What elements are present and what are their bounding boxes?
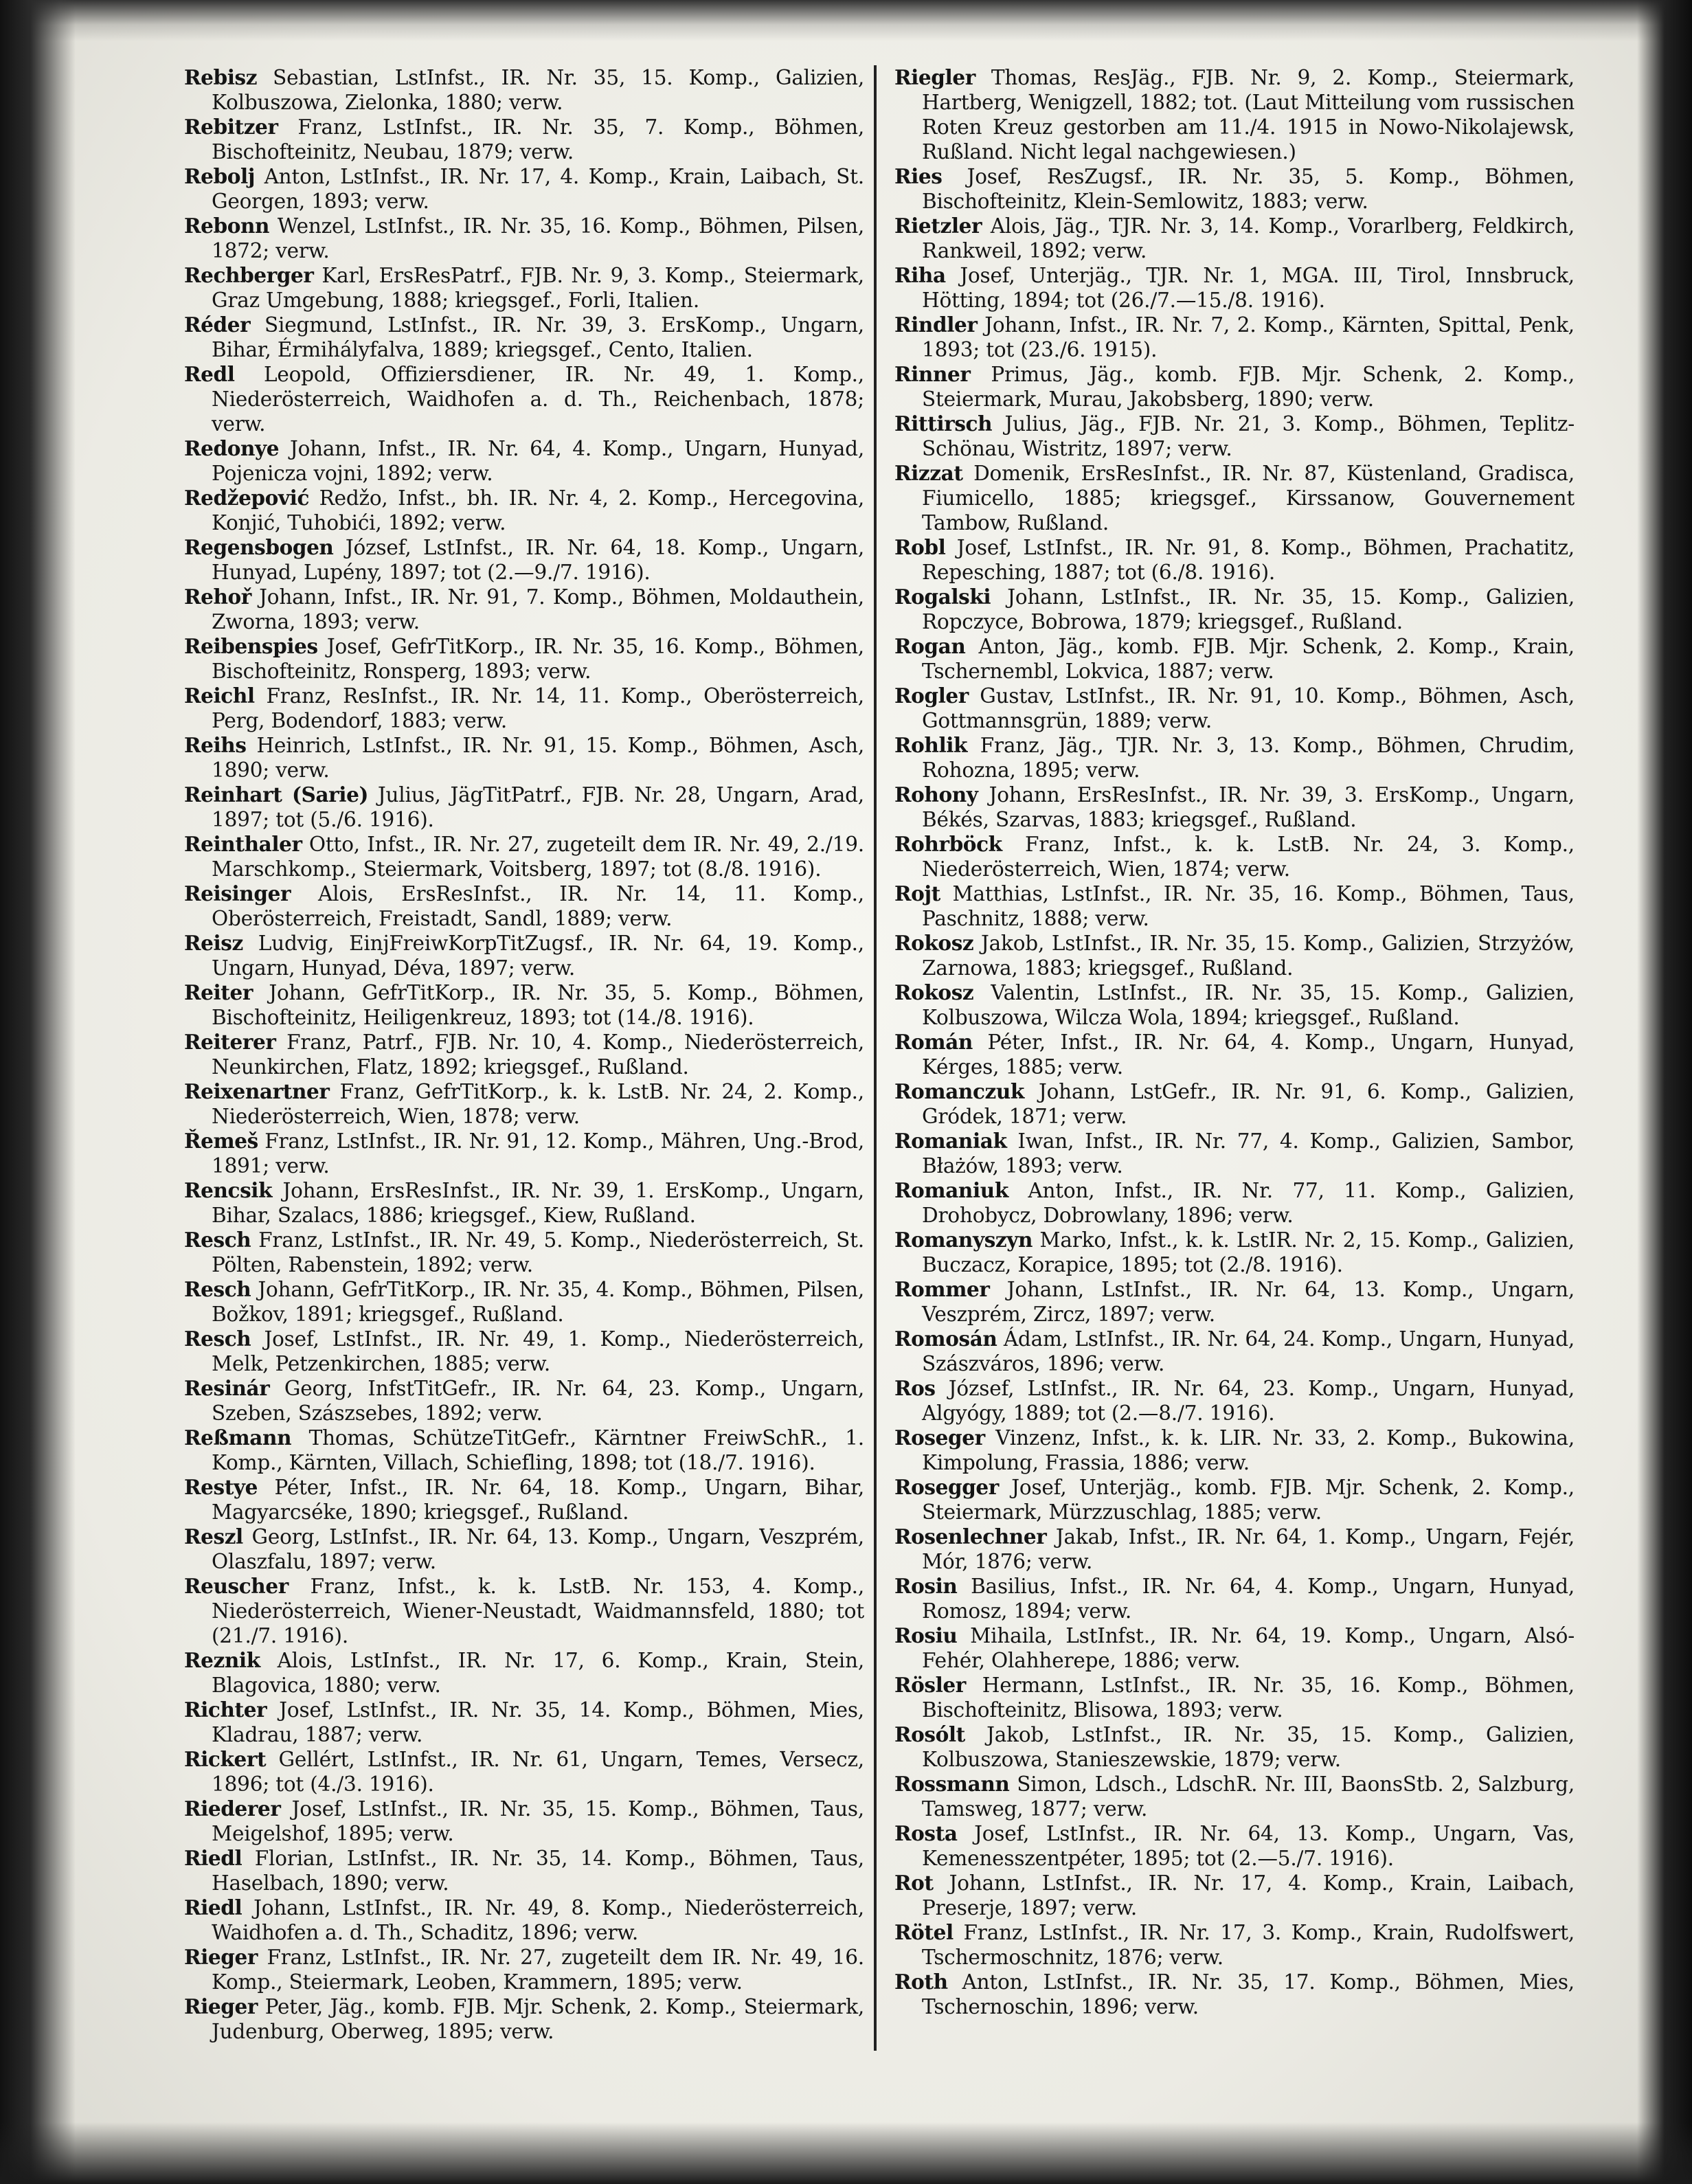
entry-surname: Rechberger (184, 263, 314, 287)
entry-surname: Rommer (894, 1277, 990, 1301)
entry-surname: Rojt (894, 881, 940, 905)
entry-surname: Reznik (184, 1648, 260, 1672)
entry-surname: Rossmann (894, 1772, 1010, 1796)
entry-details: Thomas, SchützeTitGefr., Kärntner FreiwSchR., 1. Komp., Kärnten, Villach, Schiefling, 1898; tot (18./7. 1916). (212, 1426, 864, 1474)
entry-surname: Řemeš (184, 1129, 258, 1153)
list-entry (184, 115, 864, 164)
list-entry (184, 1797, 864, 1846)
entry-surname: Reiterer (184, 1030, 276, 1054)
list-entry (184, 1030, 864, 1079)
list-entry (894, 684, 1575, 733)
list-entry (894, 980, 1575, 1030)
entry-details: Thomas, ResJäg., FJB. Nr. 9, 2. Komp., Steiermark, Hartberg, Wenigzell, 1882; tot. (Laut Mitteilung vom russischen Roten Kreuz gestorben am 11./4. 1915 in Nowo-Nikolajewsk, Rußland. Nicht legal nachgewiesen.) (922, 66, 1575, 164)
list-entry (184, 634, 864, 684)
list-entry (184, 1895, 864, 1945)
list-entry (894, 362, 1575, 412)
list-entry (184, 1524, 864, 1574)
list-entry (184, 931, 864, 980)
list-entry (894, 1821, 1575, 1871)
entry-details: Franz, Jäg., TJR. Nr. 3, 13. Komp., Böhmen, Chrudim, Rohozna, 1895; verw. (922, 734, 1575, 782)
list-entry (184, 1327, 864, 1376)
entry-details: Jakob, LstInfst., IR. Nr. 35, 15. Komp., Galizien, Strzyżów, Zarnowa, 1883; kriegsgef., Rußland. (922, 932, 1575, 980)
entry-details: Redžo, Infst., bh. IR. Nr. 4, 2. Komp., Hercegovina, Konjić, Tuhobići, 1892; verw. (212, 486, 864, 534)
list-entry (894, 832, 1575, 881)
entry-surname: Rebonn (184, 214, 270, 238)
list-entry (184, 1945, 864, 1994)
entry-surname: Redžepović (184, 486, 310, 510)
entry-details: Jakab, Infst., IR. Nr. 64, 1. Komp., Ungarn, Fejér, Mór, 1876; verw. (922, 1525, 1575, 1573)
entry-details: Péter, Infst., IR. Nr. 64, 18. Komp., Ungarn, Bihar, Magyarcséke, 1890; kriegsgef., Rußland. (212, 1476, 864, 1524)
entry-details: Basilius, Infst., IR. Nr. 64, 4. Komp., Ungarn, Hunyad, Romosz, 1894; verw. (922, 1575, 1575, 1623)
entry-details: Josef, LstInfst., IR. Nr. 64, 13. Komp., Ungarn, Vas, Kemenesszentpéter, 1895; tot (2.—5./7. 1916). (922, 1822, 1575, 1870)
entry-details: Primus, Jäg., komb. FJB. Mjr. Schenk, 2. Komp., Steiermark, Murau, Jakobsberg, 1890; verw. (922, 363, 1575, 411)
list-entry (894, 1970, 1575, 2019)
entry-surname: Réder (184, 313, 251, 337)
list-entry (894, 585, 1575, 634)
entry-details: Franz, Patrf., FJB. Nr. 10, 4. Komp., Niederösterreich, Neunkirchen, Flatz, 1892; kriegsgef., Rußland. (212, 1031, 864, 1079)
list-entry (184, 1376, 864, 1426)
list-entry (184, 1178, 864, 1228)
list-entry (184, 1426, 864, 1475)
list-entry (184, 1574, 864, 1648)
entry-details: Johann, ErsResInfst., IR. Nr. 39, 3. ErsKomp., Ungarn, Békés, Szarvas, 1883; kriegsgef., Rußland. (922, 783, 1575, 831)
entry-surname: Rosólt (894, 1722, 965, 1746)
list-entry (894, 1673, 1575, 1722)
entry-surname: Rebitzer (184, 115, 278, 139)
list-entry (894, 881, 1575, 931)
list-entry (894, 1524, 1575, 1574)
entry-details: Anton, Infst., IR. Nr. 77, 11. Komp., Galizien, Drohobycz, Dobrowlany, 1896; verw. (922, 1179, 1575, 1227)
entry-surname: Romanyszyn (894, 1228, 1033, 1252)
entry-details: Matthias, LstInfst., IR. Nr. 35, 16. Komp., Böhmen, Taus, Paschnitz, 1888; verw. (922, 882, 1575, 930)
list-entry (894, 263, 1575, 313)
list-entry (894, 1871, 1575, 1920)
list-entry (184, 1277, 864, 1327)
entry-surname: Redonye (184, 436, 280, 460)
entry-details: Johann, GefrTitKorp., IR. Nr. 35, 5. Komp., Böhmen, Bischofteinitz, Heiligenkreuz, 1893; tot (14./8. 1916). (212, 981, 864, 1029)
list-entry (184, 1079, 864, 1129)
list-entry (184, 1475, 864, 1524)
scan-shadow-left (0, 0, 76, 2184)
list-entry (894, 1030, 1575, 1079)
list-entry (184, 164, 864, 214)
entry-details: Peter, Jäg., komb. FJB. Mjr. Schenk, 2. Komp., Steiermark, Judenburg, Oberweg, 1895; verw. (212, 1995, 865, 2043)
entry-surname: Rohlik (894, 733, 968, 757)
entry-details: Anton, Jäg., komb. FJB. Mjr. Schenk, 2. Komp., Krain, Tschernembl, Lokvica, 1887; verw. (922, 635, 1575, 683)
entry-details: Josef, Unterjäg., komb. FJB. Mjr. Schenk, 2. Komp., Steiermark, Mürzzuschlag, 1885; verw. (922, 1476, 1575, 1524)
entry-details: Johann, Infst., IR. Nr. 64, 4. Komp., Ungarn, Hunyad, Pojenicza vojni, 1892; verw. (212, 437, 864, 485)
entry-details: Péter, Infst., IR. Nr. 64, 4. Komp., Ungarn, Hunyad, Kérges, 1885; verw. (922, 1031, 1575, 1079)
list-entry (184, 65, 864, 115)
entry-details: Heinrich, LstInfst., IR. Nr. 91, 15. Komp., Böhmen, Asch, 1890; verw. (212, 734, 864, 782)
entry-details: Karl, ErsResPatrf., FJB. Nr. 9, 3. Komp., Steiermark, Graz Umgebung, 1888; kriegsgef., Forli, Italien. (212, 264, 864, 312)
list-entry (184, 1648, 864, 1698)
entry-surname: Rohrböck (894, 832, 1002, 856)
entry-details: Franz, GefrTitKorp., k. k. LstB. Nr. 24, 2. Komp., Niederösterreich, Wien, 1878; verw. (212, 1080, 864, 1128)
entry-details: Otto, Infst., IR. Nr. 27, zugeteilt dem IR. Nr. 49, 2./19. Marschkomp., Steiermark, Voitsberg, 1897; tot (8./8. 1916). (212, 833, 864, 881)
list-entry (184, 684, 864, 733)
entry-details: Johann, Infst., IR. Nr. 91, 7. Komp., Böhmen, Moldauthein, Zworna, 1893; verw. (212, 585, 864, 633)
entry-details: József, LstInfst., IR. Nr. 64, 18. Komp., Ungarn, Hunyad, Lupény, 1897; tot (2.—9./7. 1916). (212, 536, 864, 584)
list-entry (894, 1178, 1575, 1228)
entry-surname: Rötel (894, 1920, 954, 1944)
entry-details: Anton, LstInfst., IR. Nr. 17, 4. Komp., Krain, Laibach, St. Georgen, 1893; verw. (212, 165, 864, 213)
list-entry (184, 1228, 864, 1277)
entry-details: Franz, LstInfst., IR. Nr. 27, zugeteilt dem IR. Nr. 49, 16. Komp., Steiermark, Leoben, Krammern, 1895; verw. (212, 1946, 864, 1994)
entry-details: Alois, ErsResInfst., IR. Nr. 14, 11. Komp., Oberösterreich, Freistadt, Sandl, 1889; verw. (212, 882, 864, 930)
entry-surname: Román (894, 1030, 973, 1054)
entry-surname: Roseger (894, 1426, 985, 1450)
entry-details: Franz, LstInfst., IR. Nr. 49, 5. Komp., Niederösterreich, St. Pölten, Rabenstein, 1892; verw. (212, 1228, 864, 1276)
list-entry (184, 832, 864, 881)
list-entry (894, 65, 1575, 164)
entry-details: Julius, Jäg., FJB. Nr. 21, 3. Komp., Böhmen, Teplitz-Schönau, Wistritz, 1897; verw. (922, 412, 1575, 460)
entry-surname: Rosenlechner (894, 1524, 1047, 1549)
list-entry (184, 1994, 864, 2044)
entry-surname: Reinthaler (184, 832, 302, 856)
list-entry (894, 1327, 1575, 1376)
entry-surname: Richter (184, 1698, 267, 1722)
entry-surname: Riedl (184, 1846, 242, 1870)
entry-surname: Resinár (184, 1376, 270, 1400)
entry-surname: Reisz (184, 931, 243, 955)
entry-surname: Regensbogen (184, 535, 334, 559)
entry-details: Wenzel, LstInfst., IR. Nr. 35, 16. Komp., Böhmen, Pilsen, 1872; verw. (212, 214, 864, 262)
list-entry (184, 1129, 864, 1178)
list-entry (894, 1129, 1575, 1178)
entry-details: Anton, LstInfst., IR. Nr. 35, 17. Komp., Böhmen, Mies, Tschernoschin, 1896; verw. (922, 1970, 1575, 2018)
entry-surname: Reibenspies (184, 634, 318, 658)
entry-details: Sebastian, LstInfst., IR. Nr. 35, 15. Komp., Galizien, Kolbuszowa, Zielonka, 1880; verw. (212, 66, 864, 114)
entry-surname: Rohony (894, 783, 978, 807)
entry-surname: Rokosz (894, 980, 974, 1004)
entry-details: Florian, LstInfst., IR. Nr. 35, 14. Komp., Böhmen, Taus, Haselbach, 1890; verw. (212, 1847, 864, 1895)
entry-surname: Rebisz (184, 65, 258, 89)
entry-surname: Rittirsch (894, 412, 993, 436)
entry-surname: Rogalski (894, 585, 991, 609)
list-entry (894, 634, 1575, 684)
entry-details: Franz, LstInfst., IR. Nr. 91, 12. Komp., Mähren, Ung.-Brod, 1891; verw. (212, 1129, 865, 1178)
entry-surname: Ries (894, 164, 943, 188)
entry-surname: Resch (184, 1228, 251, 1252)
entry-surname: Romosán (894, 1327, 997, 1351)
entry-details: Johann, LstInfst., IR. Nr. 64, 13. Komp., Ungarn, Veszprém, Zircz, 1897; verw. (922, 1278, 1575, 1326)
list-entry (894, 1426, 1575, 1475)
list-entry (184, 486, 864, 535)
entry-details: Domenik, ErsResInfst., IR. Nr. 87, Küstenland, Gradisca, Fiumicello, 1885; kriegsgef., Kirssanow, Gouvernement Tambow, Rußland. (922, 462, 1575, 534)
list-entry (184, 1747, 864, 1797)
list-entry (894, 733, 1575, 783)
entry-surname: Ros (894, 1376, 936, 1400)
entry-surname: Resch (184, 1277, 251, 1301)
entry-surname: Robl (894, 535, 946, 559)
entry-details: Hermann, LstInfst., IR. Nr. 35, 16. Komp., Böhmen, Bischofteinitz, Blisowa, 1893; verw. (922, 1674, 1575, 1722)
entry-details: Josef, LstInfst., IR. Nr. 35, 15. Komp., Böhmen, Taus, Meigelshof, 1895; verw. (212, 1797, 864, 1845)
entry-details: Josef, Unterjäg., TJR. Nr. 1, MGA. III, Tirol, Innsbruck, Hötting, 1894; tot (26./7.—15./8. 1916). (922, 264, 1575, 312)
entry-surname: Rencsik (184, 1178, 273, 1202)
entry-surname: Rogan (894, 634, 966, 658)
entry-surname: Riha (894, 263, 946, 287)
entry-details: Jakob, LstInfst., IR. Nr. 35, 15. Komp., Galizien, Kolbuszowa, Stanieszewskie, 1879; verw. (922, 1723, 1575, 1771)
entry-surname: Rosta (894, 1821, 958, 1845)
entry-surname: Roth (894, 1970, 948, 1994)
list-entry (184, 535, 864, 585)
entry-surname: Reinhart (Sarie) (184, 783, 369, 807)
list-entry (894, 313, 1575, 362)
list-entry (894, 1574, 1575, 1623)
entry-details: Alois, LstInfst., IR. Nr. 17, 6. Komp., Krain, Stein, Blagovica, 1880; verw. (212, 1649, 864, 1697)
list-entry (184, 585, 864, 634)
entry-surname: Restye (184, 1475, 258, 1499)
entry-details: Josef, LstInfst., IR. Nr. 91, 8. Komp., Böhmen, Prachatitz, Repesching, 1887; tot (6./8. 1916). (922, 536, 1575, 584)
entry-surname: Reisinger (184, 881, 291, 905)
list-entry (894, 1772, 1575, 1821)
scan-shadow-top (0, 0, 1692, 41)
entry-details: Vinzenz, Infst., k. k. LIR. Nr. 33, 2. Komp., Bukowina, Kimpolung, Frassia, 1886; verw. (922, 1426, 1575, 1474)
entry-details: Iwan, Infst., IR. Nr. 77, 4. Komp., Galizien, Sambor, Błażów, 1893; verw. (922, 1129, 1575, 1178)
entry-details: Franz, ResInfst., IR. Nr. 14, 11. Komp., Oberösterreich, Perg, Bodendorf, 1883; verw. (212, 684, 864, 732)
entry-details: Mihaila, LstInfst., IR. Nr. 64, 19. Komp., Ungarn, Alsó-Fehér, Olahherepe, 1886; verw. (922, 1624, 1575, 1672)
entry-surname: Rieger (184, 1945, 258, 1969)
entry-details: Ádam, LstInfst., IR. Nr. 64, 24. Komp., Ungarn, Hunyad, Szászváros, 1896; verw. (922, 1327, 1575, 1375)
entry-details: Johann, Infst., IR. Nr. 7, 2. Komp., Kärnten, Spittal, Penk, 1893; tot (23./6. 1915). (922, 313, 1575, 361)
entry-surname: Romanczuk (894, 1079, 1024, 1103)
entry-details: Alois, Jäg., TJR. Nr. 3, 14. Komp., Vorarlberg, Feldkirch, Rankweil, 1892; verw. (922, 214, 1575, 262)
entry-surname: Rinner (894, 362, 971, 386)
list-entry (184, 980, 864, 1030)
list-entry (894, 461, 1575, 535)
column-divider (874, 65, 877, 2051)
entry-surname: Rehoř (184, 585, 251, 609)
entry-details: Julius, JägTitPatrf., FJB. Nr. 28, Ungarn, Arad, 1897; tot (5./6. 1916). (212, 783, 864, 831)
entry-surname: Rieger (184, 1994, 258, 2018)
entry-details: Josef, GefrTitKorp., IR. Nr. 35, 16. Komp., Böhmen, Bischofteinitz, Ronsperg, 1893; verw. (212, 635, 864, 683)
right-column (894, 65, 1575, 2019)
entry-details: Franz, Infst., k. k. LstB. Nr. 24, 3. Komp., Niederösterreich, Wien, 1874; verw. (922, 833, 1575, 881)
entry-surname: Reßmann (184, 1426, 292, 1450)
list-entry (184, 362, 864, 436)
list-entry (894, 535, 1575, 585)
entry-details: Franz, Infst., k. k. LstB. Nr. 153, 4. Komp., Niederösterreich, Wiener-Neustadt, Waidmannsfeld, 1880; tot (21./7. 1916). (212, 1575, 864, 1647)
entry-details: Josef, ResZugsf., IR. Nr. 35, 5. Komp., Böhmen, Bischofteinitz, Klein-Semlowitz, 1883; verw. (922, 165, 1575, 213)
entry-details: Franz, LstInfst., IR. Nr. 35, 7. Komp., Böhmen, Bischofteinitz, Neubau, 1879; verw. (212, 115, 864, 164)
list-entry (184, 313, 864, 362)
list-entry (894, 783, 1575, 832)
entry-details: Leopold, Offiziersdiener, IR. Nr. 49, 1. Komp., Niederösterreich, Waidhofen a. d. Th., Reichenbach, 1878; verw. (212, 363, 864, 436)
entry-surname: Resch (184, 1327, 251, 1351)
entry-surname: Reichl (184, 684, 255, 708)
list-entry (894, 1475, 1575, 1524)
entry-details: Georg, InfstTitGefr., IR. Nr. 64, 23. Komp., Ungarn, Szeben, Szászsebes, 1892; verw. (212, 1377, 864, 1425)
entry-surname: Redl (184, 362, 235, 386)
entry-details: Johann, GefrTitKorp., IR. Nr. 35, 4. Komp., Böhmen, Pilsen, Božkov, 1891; kriegsgef., Rußland. (212, 1278, 864, 1326)
entry-surname: Reiter (184, 980, 253, 1004)
list-entry (184, 1846, 864, 1895)
list-entry (184, 733, 864, 783)
list-entry (894, 1722, 1575, 1772)
entry-surname: Riegler (894, 65, 975, 89)
list-entry (894, 412, 1575, 461)
entry-details: Johann, LstInfst., IR. Nr. 35, 15. Komp., Galizien, Ropczyce, Bobrowa, 1879; kriegsgef., Rußland. (922, 585, 1575, 633)
list-entry (184, 263, 864, 313)
entry-details: Simon, Ldsch., LdschR. Nr. III, BaonsStb. 2, Salzburg, Tamsweg, 1877; verw. (922, 1772, 1575, 1821)
list-entry (894, 214, 1575, 263)
entry-details: Marko, Infst., k. k. LstIR. Nr. 2, 15. Komp., Galizien, Buczacz, Korapice, 1895; tot (2./8. 1916). (922, 1228, 1575, 1276)
entry-surname: Rogler (894, 684, 969, 708)
list-entry (894, 1376, 1575, 1426)
entry-surname: Romaniak (894, 1129, 1007, 1153)
entry-details: Johann, ErsResInfst., IR. Nr. 39, 1. ErsKomp., Ungarn, Bihar, Szalacs, 1886; kriegsgef., Kiew, Rußland. (212, 1179, 864, 1227)
entry-surname: Rindler (894, 313, 978, 337)
entry-surname: Reszl (184, 1524, 243, 1549)
list-entry (184, 783, 864, 832)
entry-surname: Rokosz (894, 931, 974, 955)
list-entry (894, 1228, 1575, 1277)
entry-surname: Rösler (894, 1673, 966, 1697)
list-entry (894, 1623, 1575, 1673)
entry-details: Georg, LstInfst., IR. Nr. 64, 13. Komp., Ungarn, Veszprém, Olaszfalu, 1897; verw. (212, 1525, 864, 1573)
list-entry (894, 1920, 1575, 1970)
entry-surname: Rizzat (894, 461, 963, 485)
entry-surname: Riedl (184, 1895, 242, 1920)
entry-details: Gustav, LstInfst., IR. Nr. 91, 10. Komp., Böhmen, Asch, Gottmannsgrün, 1889; verw. (922, 684, 1575, 732)
entry-details: Ludvig, EinjFreiwKorpTitZugsf., IR. Nr. 64, 19. Komp., Ungarn, Hunyad, Déva, 1897; verw. (212, 932, 864, 980)
entry-details: Valentin, LstInfst., IR. Nr. 35, 15. Komp., Galizien, Kolbuszowa, Wilcza Wola, 1894; kriegsgef., Rußland. (922, 981, 1575, 1029)
entry-details: Siegmund, LstInfst., IR. Nr. 39, 3. ErsKomp., Ungarn, Bihar, Érmihályfalva, 1889; kriegsgef., Cento, Italien. (212, 313, 864, 361)
left-column (184, 65, 864, 2044)
scan-shadow-right (1637, 0, 1692, 2184)
entry-details: Franz, LstInfst., IR. Nr. 17, 3. Komp., Krain, Rudolfswert, Tschermoschnitz, 1876; verw. (922, 1921, 1575, 1969)
list-entry (894, 164, 1575, 214)
entry-details: Josef, LstInfst., IR. Nr. 49, 1. Komp., Niederösterreich, Melk, Petzenkirchen, 1885; verw. (212, 1327, 864, 1375)
entry-surname: Rot (894, 1871, 934, 1895)
list-entry (894, 931, 1575, 980)
scan-shadow-bottom (0, 2122, 1692, 2184)
list-entry (184, 214, 864, 263)
entry-details: Gellért, LstInfst., IR. Nr. 61, Ungarn, Temes, Versecz, 1896; tot (4./3. 1916). (212, 1748, 864, 1796)
entry-surname: Rickert (184, 1747, 267, 1771)
entry-details: Johann, LstInfst., IR. Nr. 17, 4. Komp., Krain, Laibach, Preserje, 1897; verw. (922, 1871, 1575, 1920)
list-entry (184, 436, 864, 486)
entry-surname: Rosin (894, 1574, 958, 1598)
entry-details: József, LstInfst., IR. Nr. 64, 23. Komp., Ungarn, Hunyad, Algyógy, 1889; tot (2.—8./7. 1916). (922, 1377, 1575, 1425)
list-entry (894, 1079, 1575, 1129)
entry-surname: Rosiu (894, 1623, 958, 1647)
entry-surname: Reihs (184, 733, 247, 757)
entry-details: Josef, LstInfst., IR. Nr. 35, 14. Komp., Böhmen, Mies, Kladrau, 1887; verw. (212, 1698, 864, 1746)
list-entry (184, 1698, 864, 1747)
entry-surname: Rietzler (894, 214, 982, 238)
entry-surname: Romaniuk (894, 1178, 1008, 1202)
entry-details: Johann, LstGefr., IR. Nr. 91, 6. Komp., Galizien, Gródek, 1871; verw. (922, 1080, 1575, 1128)
entry-surname: Reuscher (184, 1574, 289, 1598)
entry-surname: Reixenartner (184, 1079, 330, 1103)
entry-surname: Rosegger (894, 1475, 999, 1499)
entry-surname: Riederer (184, 1797, 281, 1821)
list-entry (894, 1277, 1575, 1327)
list-entry (184, 881, 864, 931)
entry-surname: Rebolj (184, 164, 256, 188)
entry-details: Johann, LstInfst., IR. Nr. 49, 8. Komp., Niederösterreich, Waidhofen a. d. Th., Schaditz, 1896; verw. (212, 1896, 864, 1944)
